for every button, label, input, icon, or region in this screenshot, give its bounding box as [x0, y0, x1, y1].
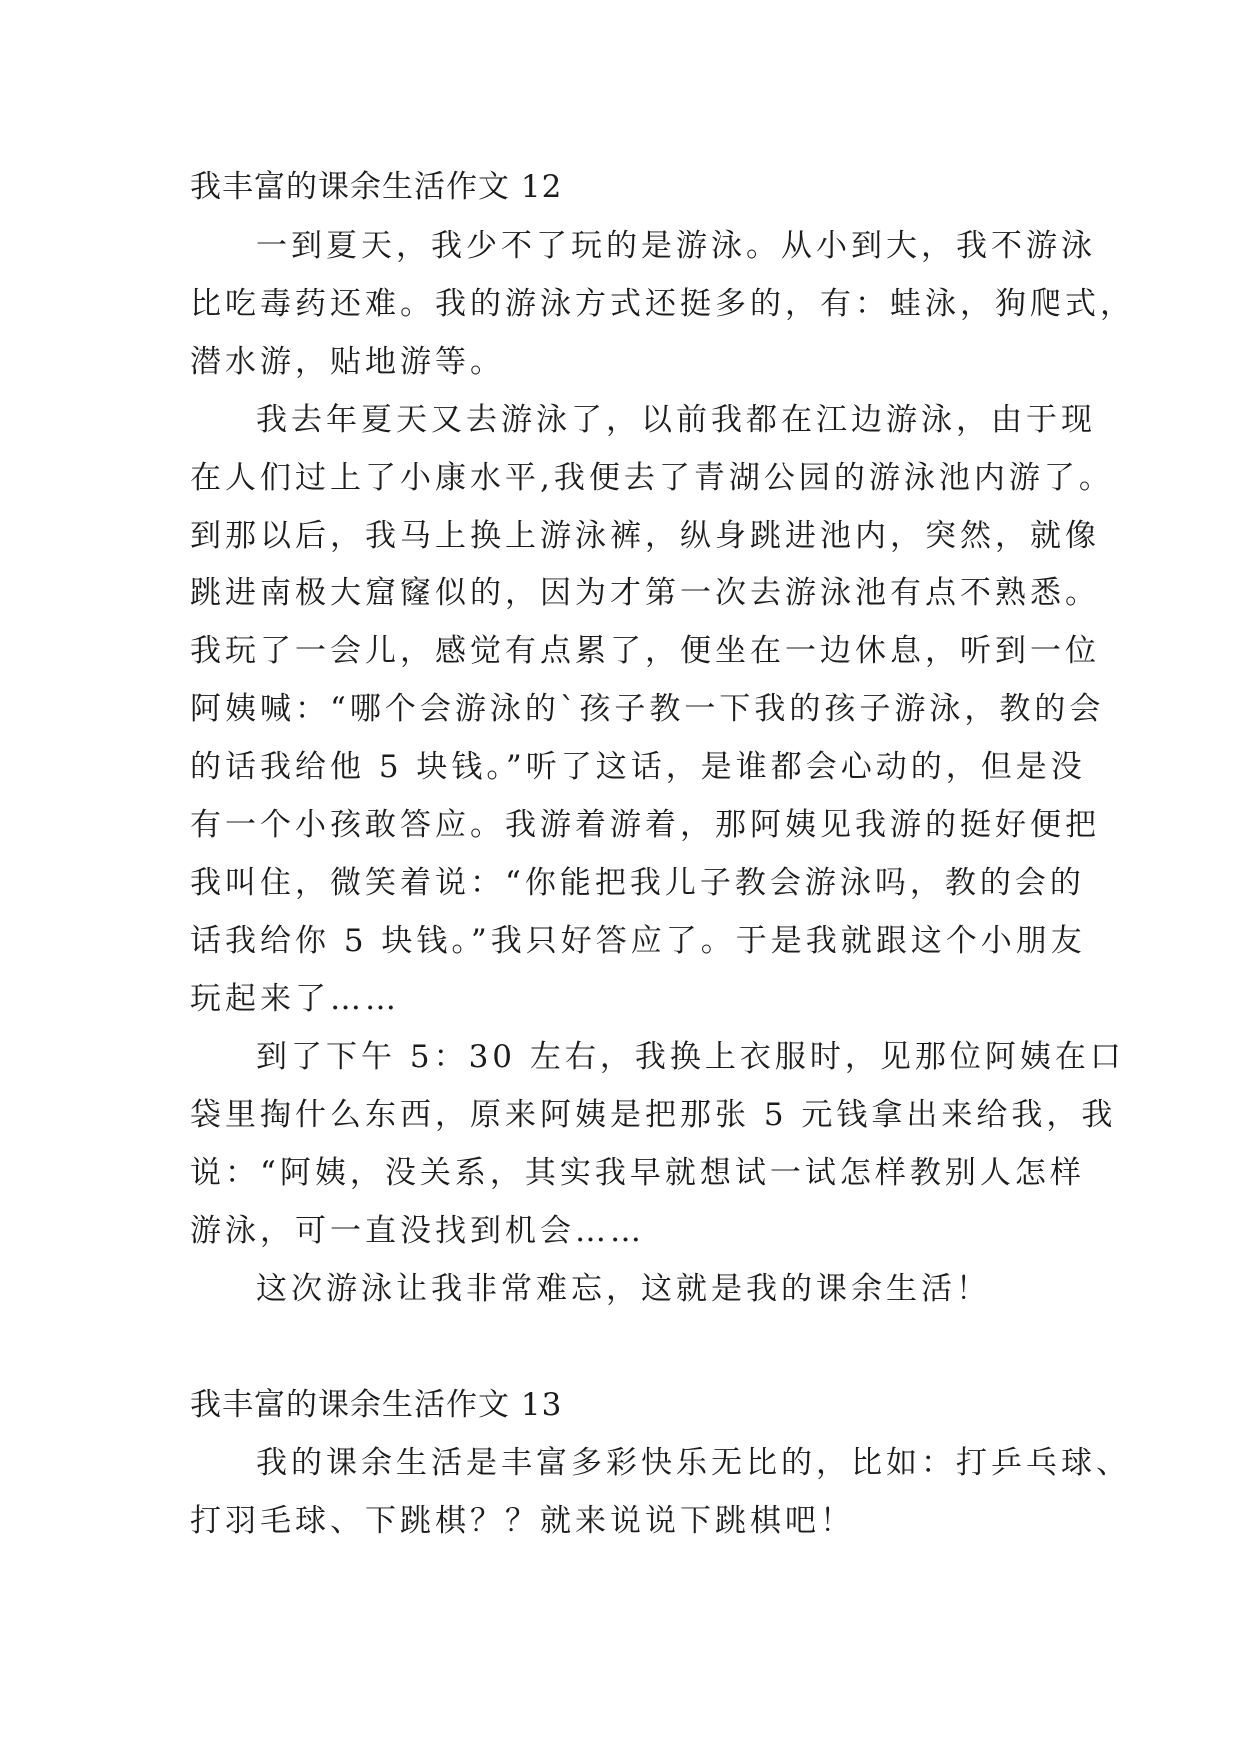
- paragraph-line: 一到夏天，我少不了玩的是游泳。从小到大，我不游泳: [256, 228, 1096, 264]
- paragraph-line: 到那以后，我马上换上游泳裤，纵身跳进池内，突然，就像: [190, 518, 1100, 554]
- paragraph-line: 跳进南极大窟窿似的，因为才第一次去游泳池有点不熟悉。: [190, 575, 1100, 611]
- paragraph-line: 我去年夏天又去游泳了，以前我都在江边游泳，由于现: [256, 402, 1096, 438]
- paragraph-line: 的话我给他 5 块钱。”听了这话，是谁都会心动的，但是没: [190, 749, 1086, 785]
- paragraph-line: 阿姨喊：“哪个会游泳的`孩子教一下我的孩子游泳，教的会: [190, 691, 1105, 727]
- paragraph-line: 玩起来了……: [190, 981, 400, 1017]
- paragraph-line: 游泳，可一直没找到机会……: [190, 1213, 645, 1249]
- paragraph-line: 到了下午 5：30 左右，我换上衣服时，见那位阿姨在口: [256, 1039, 1125, 1075]
- paragraph-line: 比吃毒药还难。我的游泳方式还挺多的，有：蛙泳，狗爬式，: [190, 286, 1135, 322]
- paragraph-line: 话我给你 5 块钱。”我只好答应了。于是我就跟这个小朋友: [190, 923, 1086, 959]
- paragraph-line: 我叫住，微笑着说：“你能把我儿子教会游泳吗，教的会的: [190, 865, 1085, 901]
- paragraph-line: 我的课余生活是丰富多彩快乐无比的，比如：打乒乓球、: [256, 1445, 1131, 1481]
- paragraph-line: 说：“阿姨，没关系，其实我早就想试一试怎样教别人怎样: [190, 1155, 1085, 1191]
- paragraph-line: 有一个小孩敢答应。我游着游着，那阿姨见我游的挺好便把: [190, 807, 1100, 843]
- essay-13-title: 我丰富的课余生活作文 13: [190, 1387, 563, 1423]
- paragraph-line: 这次游泳让我非常难忘，这就是我的课余生活！: [256, 1271, 991, 1307]
- essay-12-title: 我丰富的课余生活作文 12: [190, 169, 563, 205]
- paragraph-line: 打羽毛球、下跳棋？？就来说说下跳棋吧！: [190, 1503, 855, 1539]
- paragraph-line: 袋里掏什么东西，原来阿姨是把那张 5 元钱拿出来给我，我: [190, 1097, 1117, 1133]
- paragraph-line: 在人们过上了小康水平,我便去了青湖公园的游泳池内游了。: [190, 460, 1114, 496]
- paragraph-line: 我玩了一会儿，感觉有点累了，便坐在一边休息，听到一位: [190, 633, 1100, 669]
- paragraph-line: 潜水游，贴地游等。: [190, 344, 505, 380]
